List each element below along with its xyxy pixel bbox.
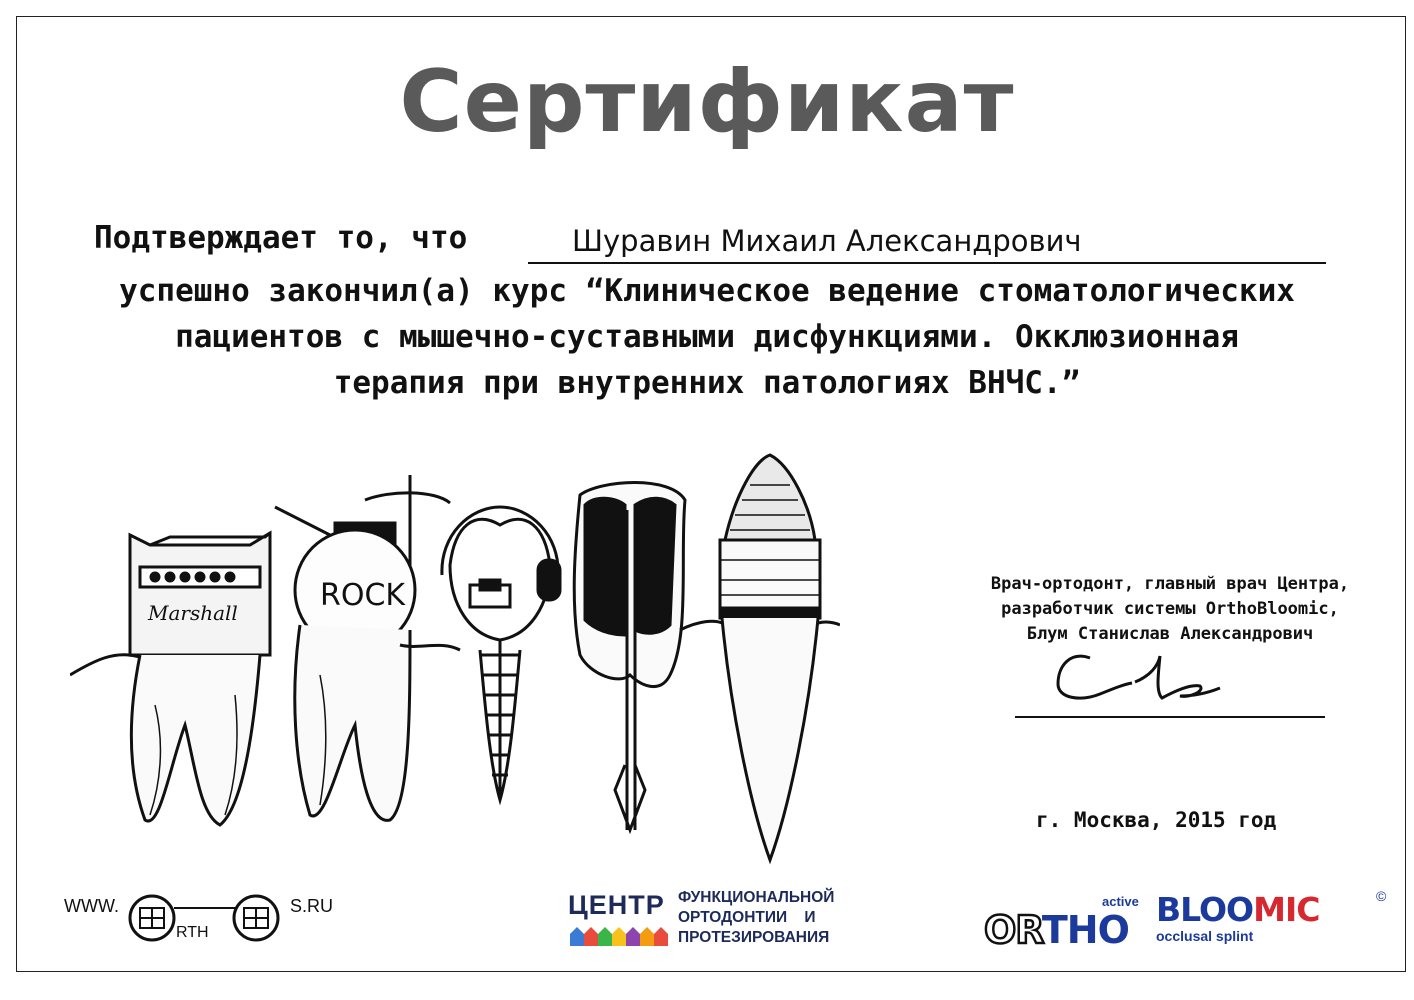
signature-line	[1015, 716, 1325, 718]
orthos-rth-text: RTH	[176, 924, 209, 941]
tooth-guitar-icon	[574, 483, 685, 831]
drum-text: ROCK	[320, 578, 406, 613]
tooth-drum-icon	[275, 475, 460, 820]
center-logo	[568, 888, 868, 958]
center-desc-line-3: ПРОТЕЗИРОВАНИЯ	[678, 929, 830, 946]
certificate-title: Сертификат	[399, 52, 1015, 152]
orthos-ru-text: S.RU	[290, 896, 334, 916]
orthobloomic-logo	[984, 888, 1394, 958]
orthos-www-text: WWW.	[64, 896, 119, 916]
center-logo-word: ЦЕНТР	[568, 890, 665, 920]
course-line-3: терапия при внутренних патологиях ВНЧС.”	[333, 365, 1081, 401]
ortho-wordmark	[984, 908, 1129, 952]
active-label: active	[1102, 894, 1139, 909]
signatory-line-2: разработчик системы OrthoBloomic,	[1001, 599, 1339, 619]
course-line-1: успешно закончил(а) курс “Клиническое ведение стоматологических	[119, 273, 1295, 309]
course-description	[0, 268, 1414, 406]
copyright-mark: ©	[1376, 888, 1387, 904]
center-desc-line-1: ФУНКЦИОНАЛЬНОЙ	[678, 889, 835, 906]
orthos-logo	[64, 888, 354, 948]
course-line-2: пациентов с мышечно-суставными дисфункциями. Окклюзионная	[175, 319, 1239, 355]
bloomic-bloo: BLOO	[1156, 890, 1254, 929]
recipient-name: Шуравин Михаил Александрович	[572, 224, 1082, 258]
handwritten-signature	[1040, 636, 1240, 716]
bloomic-mic: MIC	[1253, 890, 1320, 929]
signatory-line-3: Блум Станислав Александрович	[1026, 624, 1314, 644]
confirms-label: Подтверждает то, что	[94, 220, 468, 256]
tooth-amplifier-icon	[70, 533, 270, 825]
center-logo-description	[678, 888, 834, 948]
ortho-prefix: OR	[984, 908, 1042, 952]
ortho-suffix: THO	[1041, 908, 1129, 952]
tooth-microphone-icon	[680, 455, 840, 860]
bloomic-wordmark	[1156, 890, 1319, 929]
amp-brand-text: Marshall	[148, 601, 238, 625]
implant-headphones-icon	[442, 507, 560, 800]
orthos-glyphs-icon	[126, 892, 296, 948]
rock-teeth-illustration	[70, 445, 840, 865]
center-desc-line-2: ОРТОДОНТИИ И	[678, 909, 816, 926]
colored-houses-icon	[570, 924, 670, 946]
signatory-line-1: Врач-ортодонт, главный врач Центра,	[990, 574, 1350, 594]
recipient-name-line	[528, 218, 1326, 264]
occlusal-splint-label: occlusal splint	[1156, 928, 1254, 944]
place-and-date: г. Москва, 2015 год	[1036, 808, 1277, 832]
